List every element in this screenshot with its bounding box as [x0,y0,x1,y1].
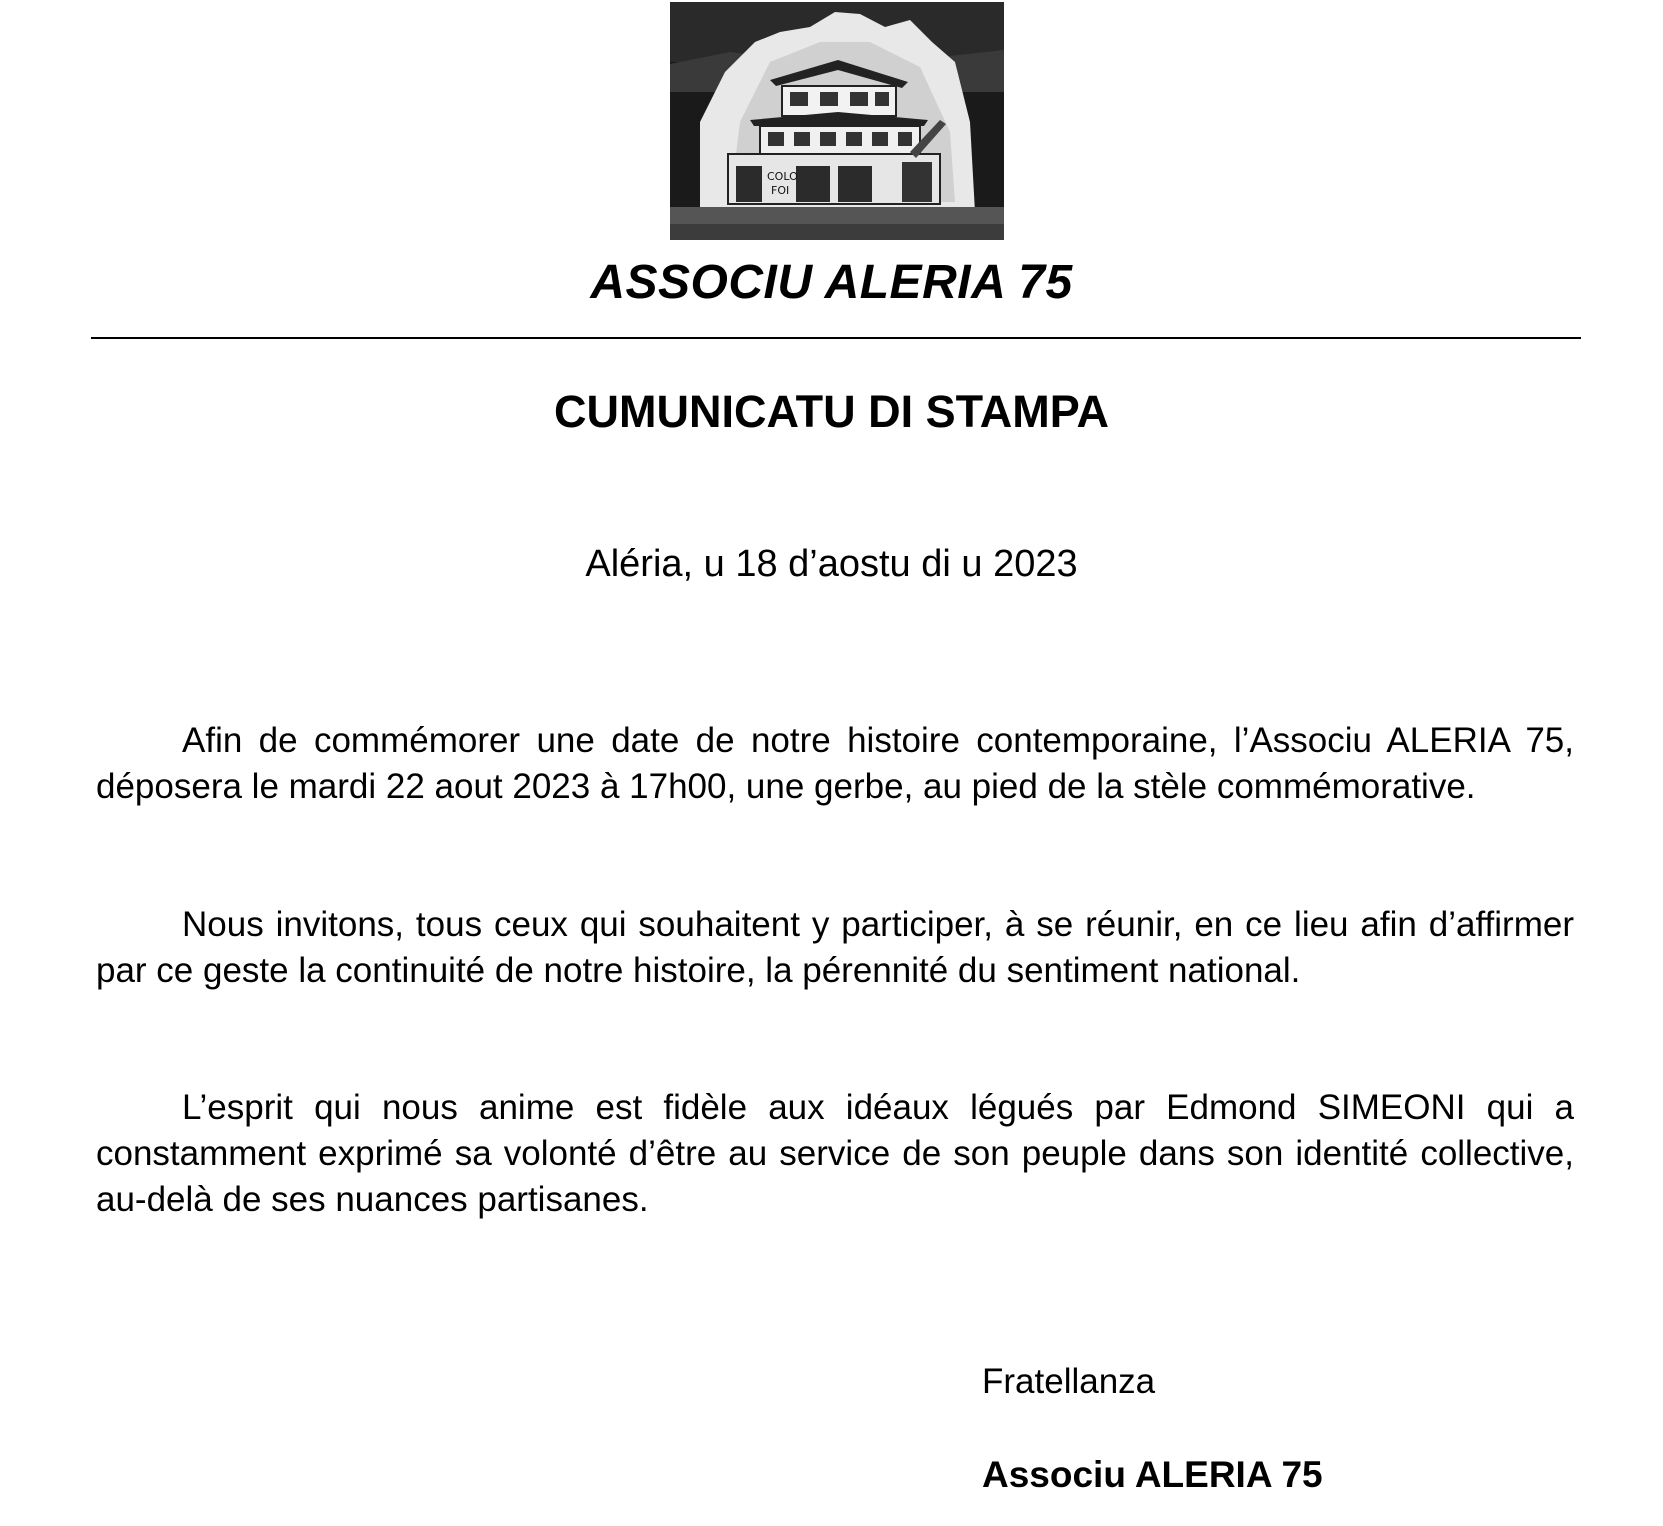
paragraph-1: Afin de commémorer une date de notre histoire contemporaine, l’Associu ALERIA 75, déposera le mardi 22 aout 2023 à 17h00, une gerbe, au pied de la stèle commémorative. [96,721,1574,806]
org-title: ASSOCIU ALERIA 75 [590,256,1073,309]
graffiti-colo: COLO [767,170,798,183]
paragraph-2: Nous invitons, tous ceux qui souhaitent y participer, à se réunir, en ce lieu afin d’affirmer par ce geste la continuité de notre histoire, la pérennité du sentiment national. [96,905,1574,990]
building-photo-icon [670,2,1004,240]
paragraph-3: L’esprit qui nous anime est fidèle aux idéaux légués par Edmond SIMEONI qui a constamment exprimé sa volonté d’être au service de son peuple dans son identité collective, au-delà de ses nuances partisanes. [96,1088,1574,1219]
document-date: Aléria, u 18 d’aostu di u 2023 [585,543,1078,585]
closing-salutation: Fratellanza [982,1362,1156,1401]
signature: Associu ALERIA 75 [982,1454,1323,1495]
graffiti-foi: FOI [771,184,790,197]
document-title: CUMUNICATU DI STAMPA [554,386,1109,437]
header-divider [91,337,1581,339]
